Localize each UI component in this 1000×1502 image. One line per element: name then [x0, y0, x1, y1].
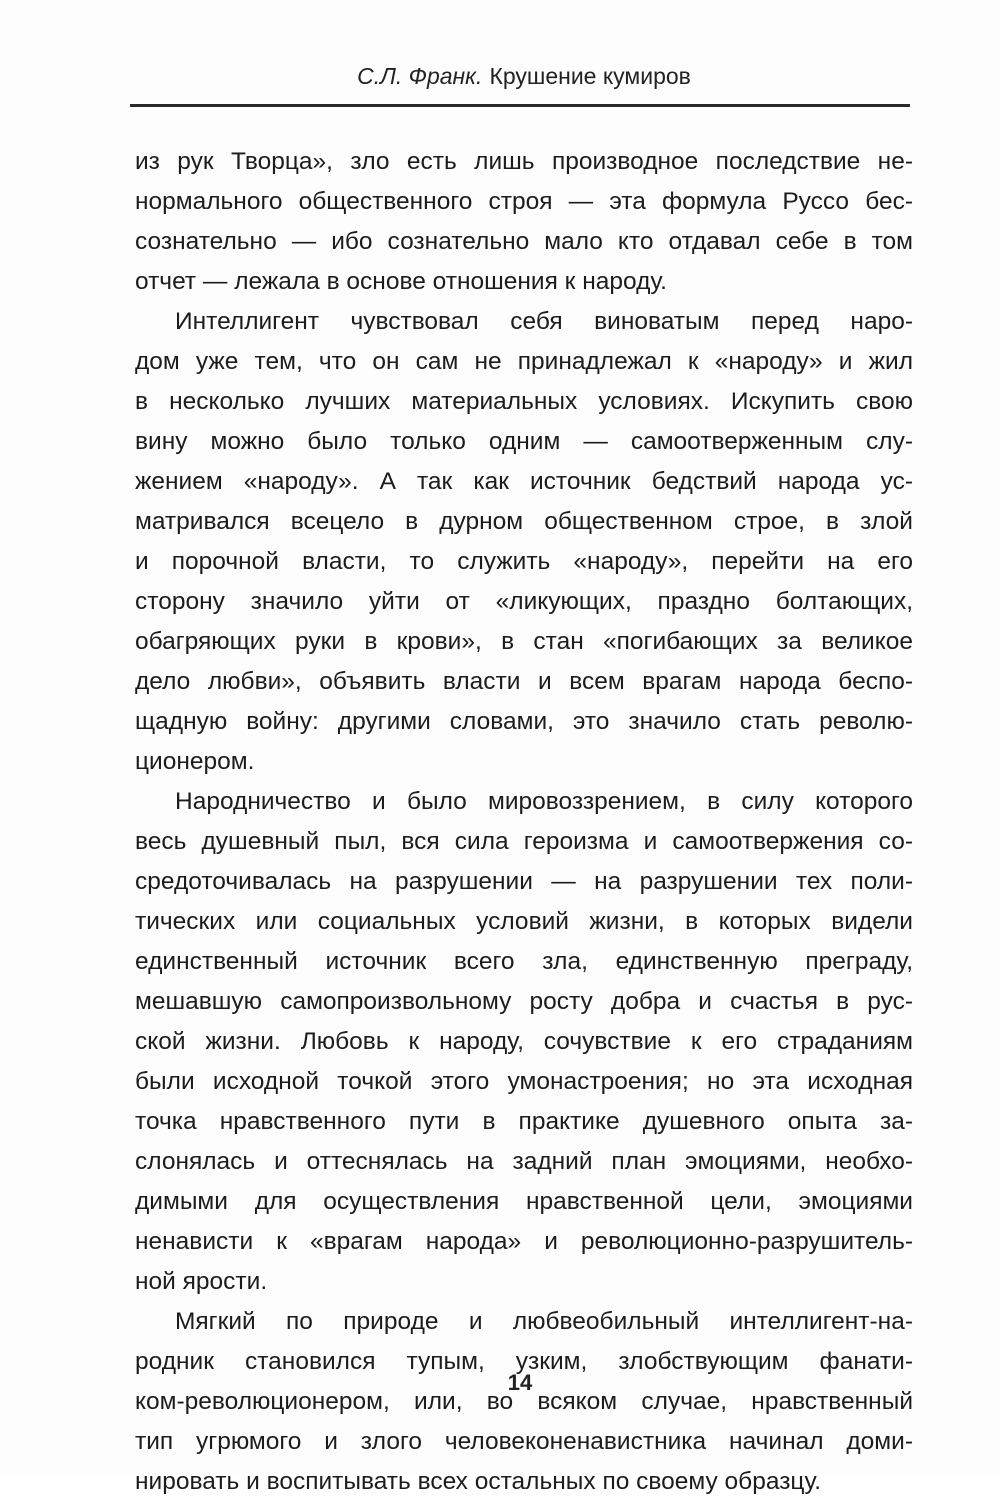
paragraph-4	[135, 1302, 913, 1502]
text-line: щадную войну: другими словами, это значило стать револю-	[135, 708, 913, 735]
text-line: весь душевный пыл, вся сила героизма и самоотвержения со-	[135, 828, 913, 855]
text-line: ной ярости.	[135, 1268, 268, 1295]
text-line: сознательно — ибо сознательно мало кто отдавал себе в том	[135, 228, 913, 255]
text-line: ской жизни. Любовь к народу, сочувствие к его страданиям	[135, 1028, 913, 1055]
text-line: ком-революционером, или, во всяком случае, нравственный	[135, 1388, 913, 1415]
paragraph-3	[135, 782, 913, 1302]
text-line: дом уже тем, что он сам не принадлежал к «народу» и жил	[135, 348, 913, 375]
text-line: в несколько лучших материальных условиях. Искупить свою	[135, 388, 913, 415]
text-line: нировать и воспитывать всех остальных по своему образцу.	[135, 1468, 822, 1495]
text-line: тип угрюмого и злого человеконенавистника начинал доми-	[135, 1428, 913, 1455]
text-line: Интеллигент чувствовал себя виноватым перед наро-	[175, 308, 913, 335]
text-line: слонялась и оттеснялась на задний план эмоциями, необхо-	[135, 1148, 913, 1175]
text-line: жением «народу». А так как источник бедствий народа ус-	[135, 468, 913, 495]
text-line: матривался всецело в дурном общественном строе, в злой	[135, 508, 913, 535]
page-number: 14	[507, 1370, 533, 1395]
text-line: ционером.	[135, 748, 255, 775]
text-line: мешавшую самопроизвольному росту добра и счастья в рус-	[135, 988, 913, 1015]
text-line: димыми для осуществления нравственной цели, эмоциями	[135, 1188, 913, 1215]
text-line: средоточивалась на разрушении — на разрушении тех поли-	[135, 868, 913, 895]
header-title: Крушение кумиров	[489, 63, 691, 89]
text-line: сторону значило уйти от «ликующих, праздно болтающих,	[135, 588, 913, 615]
paragraph-1	[135, 142, 913, 302]
text-line: точка нравственного пути в практике душевного опыта за-	[135, 1108, 913, 1135]
text-line: отчет — лежала в основе отношения к народу.	[135, 268, 667, 295]
text-line: ненависти к «врагам народа» и революционно-разрушитель-	[135, 1228, 913, 1255]
text-line: обагряющих руки в крови», в стан «погибающих за великое	[135, 628, 913, 655]
page-body	[135, 142, 913, 1502]
text-line: родник становился тупым, узким, злобствующим фанати-	[135, 1348, 913, 1375]
text-line: единственный источник всего зла, единственную преграду,	[135, 948, 913, 975]
text-line: нормального общественного строя — эта формула Руссо бес-	[135, 188, 913, 215]
text-line: из рук Творца», зло есть лишь производное последствие не-	[135, 148, 913, 175]
text-line: дело любви», объявить власти и всем врагам народа беспо-	[135, 668, 913, 695]
text-line: Мягкий по природе и любвеобильный интеллигент-на-	[175, 1308, 913, 1335]
running-header	[135, 62, 913, 90]
text-line: и порочной власти, то служить «народу», перейти на его	[135, 548, 913, 575]
header-author: С.Л. Франк.	[357, 63, 483, 89]
text-line: вину можно было только одним — самоотверженным слу-	[135, 428, 913, 455]
text-line: были исходной точкой этого умонастроения; но эта исходная	[135, 1068, 913, 1095]
header-rule	[130, 104, 910, 107]
text-line: Народничество и было мировоззрением, в силу которого	[175, 788, 913, 815]
text-line: тических или социальных условий жизни, в которых видели	[135, 908, 913, 935]
paragraph-2	[135, 302, 913, 782]
